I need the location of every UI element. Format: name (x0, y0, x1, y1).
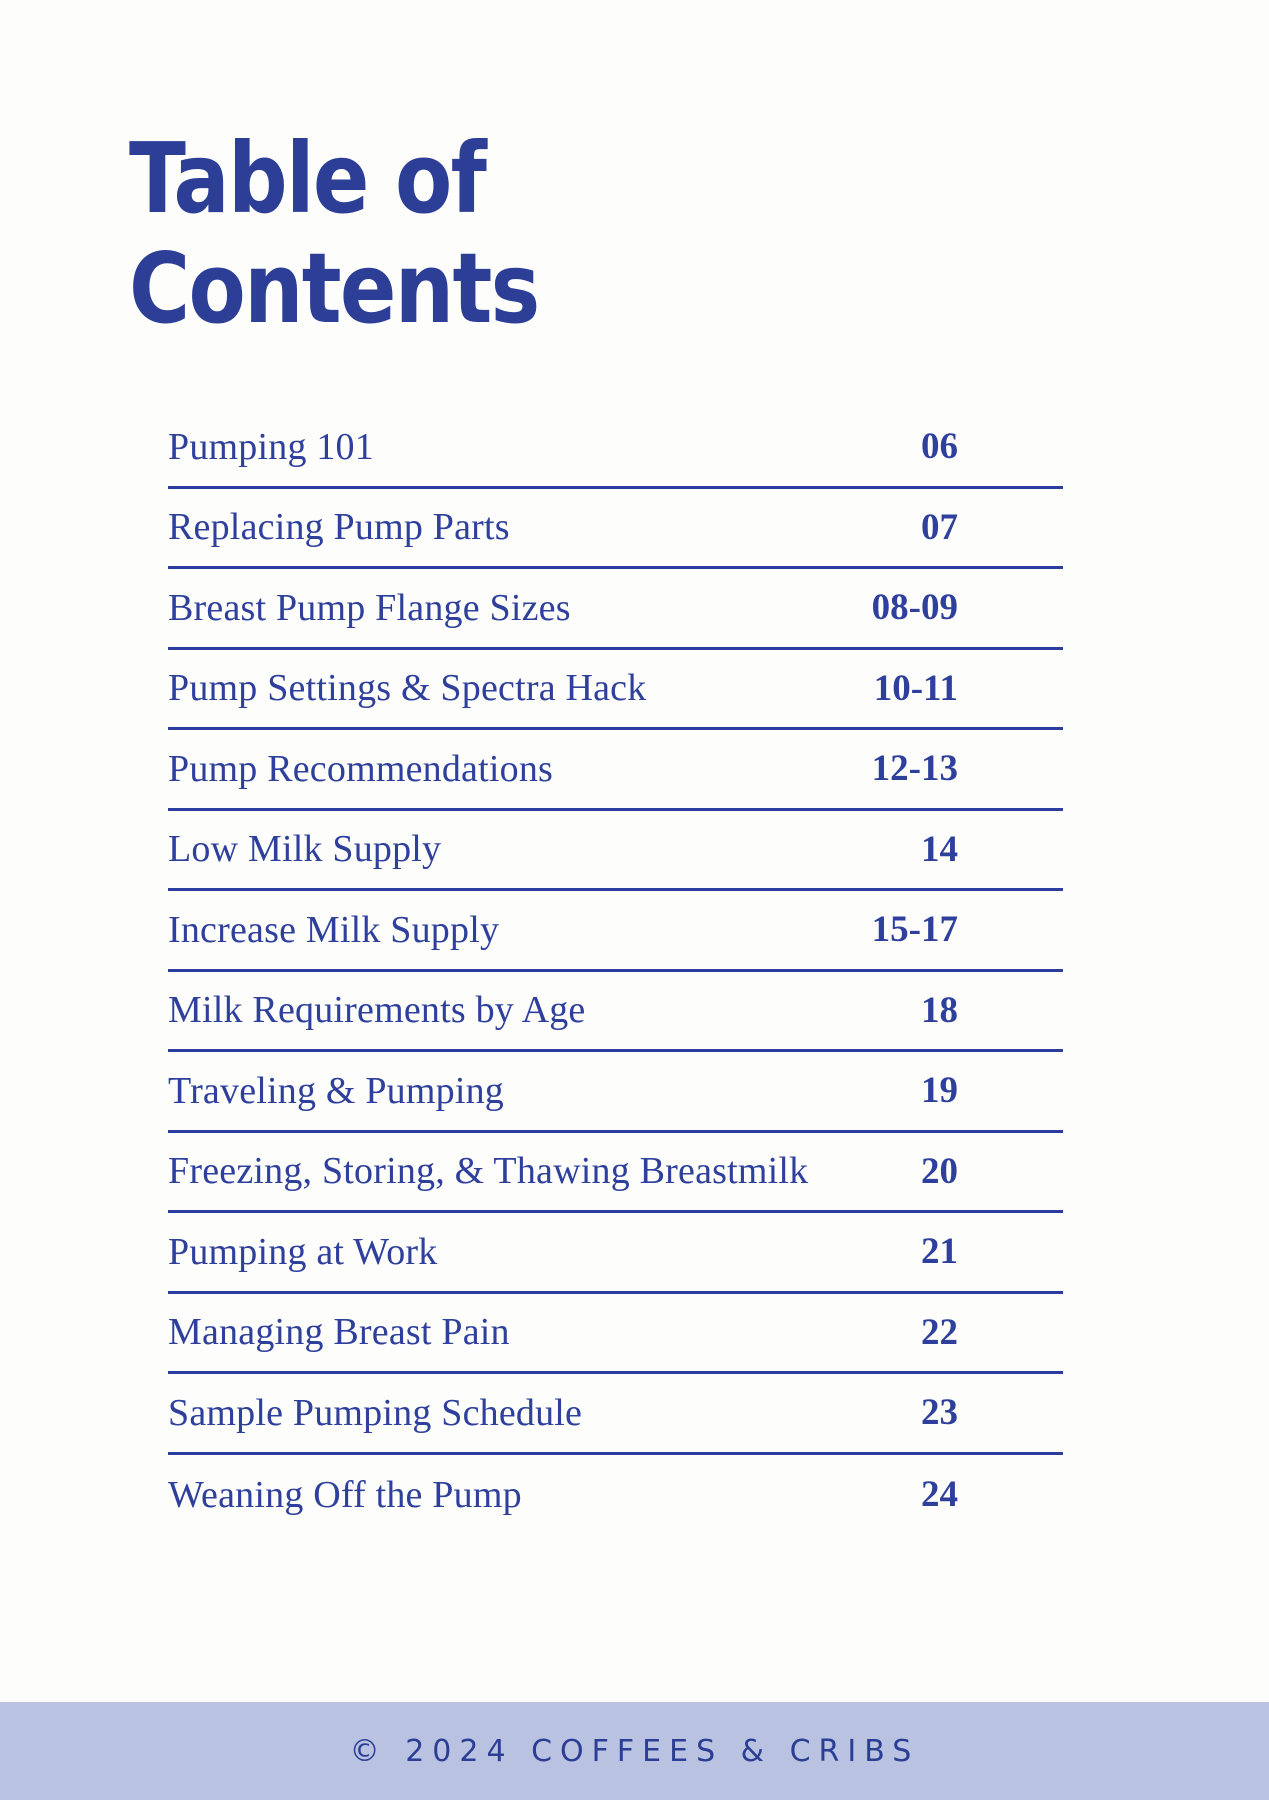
toc-entry-label: Sample Pumping Schedule (168, 1391, 583, 1434)
toc-entry-row (168, 489, 1063, 570)
toc-entry-page-number: 23 (921, 1392, 958, 1434)
copyright-text: © 2024 COFFEES & CRIBS (349, 1733, 920, 1769)
toc-entry-row (168, 811, 1063, 892)
page-title-line-2: Contents (129, 232, 539, 345)
toc-entry-label: Replacing Pump Parts (168, 506, 510, 549)
toc-entry-label: Increase Milk Supply (168, 908, 500, 951)
toc-entry-page-number: 12-13 (871, 748, 958, 790)
toc-entry-page-number: 20 (921, 1150, 958, 1192)
toc-entry-page-number: 10-11 (873, 667, 958, 709)
page-title-line-1: Table of (129, 122, 486, 235)
toc-entry-page-number: 19 (921, 1070, 958, 1112)
toc-entry-label: Milk Requirements by Age (168, 989, 586, 1032)
toc-entry-label: Pump Settings & Spectra Hack (168, 667, 647, 710)
toc-entry-page-number: 18 (921, 989, 958, 1031)
toc-entry-label: Traveling & Pumping (168, 1069, 504, 1112)
toc-entry-page-number: 06 (921, 426, 958, 468)
footer-bar (0, 1702, 1269, 1800)
toc-entry-row (168, 1133, 1063, 1214)
toc-entry-row (168, 1052, 1063, 1133)
toc-entry-row (168, 408, 1063, 489)
toc-entry-page-number: 15-17 (871, 909, 958, 951)
toc-entry-row (168, 650, 1063, 731)
toc-entry-row (168, 1455, 1063, 1536)
toc-entry-page-number: 07 (921, 506, 958, 548)
toc-entry-row (168, 569, 1063, 650)
toc-entry-row (168, 891, 1063, 972)
toc-entry-page-number: 08-09 (871, 587, 958, 629)
toc-entry-label: Freezing, Storing, & Thawing Breastmilk (168, 1150, 809, 1193)
toc-entry-label: Weaning Off the Pump (168, 1473, 522, 1516)
page-title (129, 124, 539, 344)
toc-entry-row (168, 1213, 1063, 1294)
toc-entry-label: Pumping at Work (168, 1230, 438, 1273)
toc-entry-row (168, 1374, 1063, 1455)
toc-entry-row (168, 730, 1063, 811)
toc-entry-page-number: 24 (921, 1474, 958, 1516)
toc-entry-label: Managing Breast Pain (168, 1311, 510, 1354)
toc-entry-label: Low Milk Supply (168, 828, 442, 871)
toc-entry-row (168, 972, 1063, 1053)
toc-entry-page-number: 14 (921, 828, 958, 870)
toc-entry-page-number: 21 (921, 1231, 958, 1273)
toc-entry-row (168, 1294, 1063, 1375)
table-of-contents-list (168, 408, 1063, 1535)
toc-entry-label: Breast Pump Flange Sizes (168, 586, 571, 629)
toc-entry-label: Pump Recommendations (168, 747, 554, 790)
toc-entry-page-number: 22 (921, 1311, 958, 1353)
toc-entry-label: Pumping 101 (168, 425, 374, 468)
